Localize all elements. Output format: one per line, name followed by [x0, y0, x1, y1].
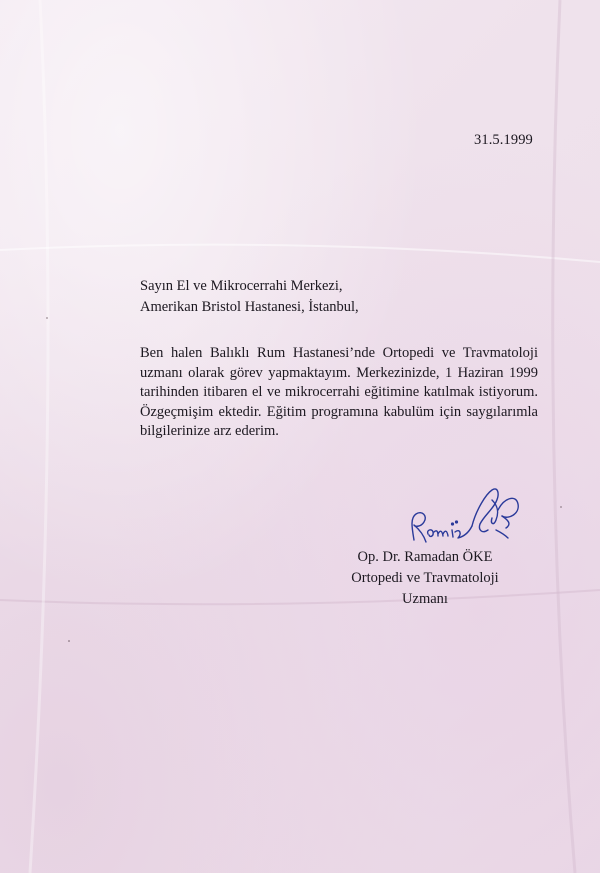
- addressee-block: [140, 276, 359, 318]
- body-line: uzmanı olarak görev yapmaktayım. Merkezinizde, 1 Haziran 1999: [140, 364, 538, 381]
- signer-specialty: Ortopedi ve Travmatoloji: [351, 570, 499, 586]
- signer-title: Uzmanı: [402, 591, 448, 607]
- body-line: Özgeçmişim ektedir. Eğitim programına kabulüm için saygılarımla: [140, 403, 538, 420]
- paper-speck: [68, 640, 70, 642]
- addressee-line: Amerikan Bristol Hastanesi, İstanbul,: [140, 299, 359, 315]
- letter-date: 31.5.1999: [474, 132, 533, 148]
- body-line: Ben halen Balıklı Rum Hastanesi’nde Ortopedi ve Travmatoloji: [140, 345, 538, 361]
- letter-body: [140, 344, 538, 442]
- body-line: bilgilerinize arz ederim.: [140, 423, 279, 439]
- paper-speck: [560, 506, 562, 508]
- signer-name: Op. Dr. Ramadan ÖKE: [357, 549, 493, 565]
- body-line: tarihinden itibaren el ve mikrocerrahi eğitimine katılmak istiyorum.: [140, 384, 538, 400]
- signature-block: [350, 547, 500, 610]
- addressee-line: Sayın El ve Mikrocerrahi Merkezi,: [140, 278, 343, 294]
- paper-speck: [46, 317, 48, 319]
